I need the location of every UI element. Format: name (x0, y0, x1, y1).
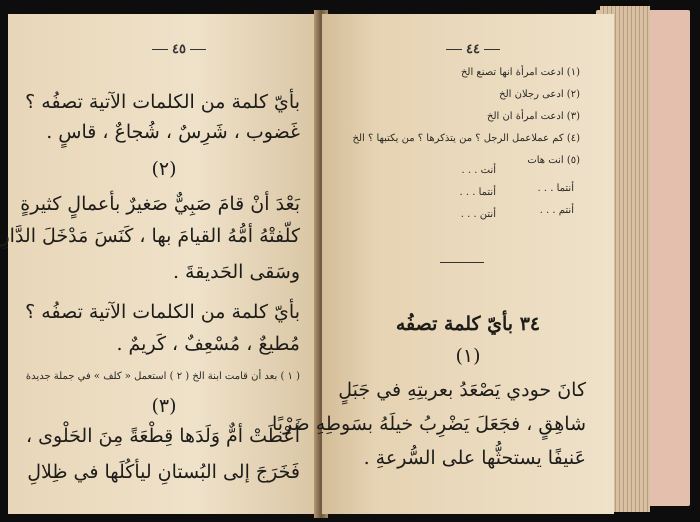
left-footnote: ( ١ ) بعد أن قامت ابنة الخ ( ٢ ) استعمل « كلف » في جملة جديدة (25, 371, 300, 382)
table-cell-r3c1: أنتن . . . (460, 209, 496, 220)
left-line-7: مُطيعٌ ، مُسْعِفٌ ، كَريمٌ . (116, 333, 300, 355)
exercise-3: (٣) ادعت امرأة ان الخ (487, 111, 580, 122)
left-page-number: ٤٥ (148, 42, 210, 57)
left-line-8: أعْطَتْ أمٌّ وَلَدَها قِطْعَةً مِنَ الحَلْوى ، (26, 425, 300, 447)
left-line-1: بأيّ كلمة من الكلمات الآتية تصفُه ؟ (25, 91, 300, 113)
right-section-1: (١) (455, 345, 481, 367)
lesson-title: ٣٤ بأيّ كلمة تصفُه (395, 313, 541, 335)
table-cell-r2c2: أنتم . . . (539, 205, 574, 216)
table-cell-r1c2: أنتما . . . (537, 183, 574, 194)
left-page (0, 14, 320, 514)
right-page-number: ٤٤ (442, 42, 504, 57)
section-divider (440, 262, 484, 263)
exercise-5: (٥) انت هات (527, 155, 580, 166)
left-section-3: (٣) (151, 395, 177, 417)
exercise-1: (١) ادعت امرأة انها تصنع الخ (460, 67, 580, 78)
table-cell-r1c1: أنت . . . (461, 165, 496, 176)
exercise-2: (٢) ادعى رجلان الخ (499, 89, 580, 100)
left-line-2: غَضوب ، شَرِسٌ ، شُجاعٌ ، قاسٍ . (46, 121, 300, 143)
table-cell-r2c1: أنتما . . . (459, 187, 496, 198)
left-line-4: كلّفتْهُ أمُّهُ القيامَ بها ، كَنَسَ مَدْخَلَ الدَّارِ (0, 225, 300, 247)
right-line-3: عَنيفًا يستحثُّها على السُّرعةِ . (363, 447, 586, 469)
right-line-2: شاهِقٍ ، فجَعَلَ يَضْرِبُ خيلَهُ بسَوطِهِ ضَرْبًا (272, 413, 586, 435)
left-line-6: بأيّ كلمة من الكلمات الآتية تصفُه ؟ (25, 301, 300, 323)
left-line-9: فَخَرَجَ إلى البُستانِ ليأكُلَها في ظِلالِ (27, 461, 300, 483)
right-page (272, 14, 614, 514)
right-line-1: كانَ حودي يَصْعَدُ بعربتِهِ في جَبَلٍ (338, 379, 586, 401)
left-line-3: بَعْدَ أنْ قامَ صَبِيٌّ صَغيرٌ بأعمالٍ كثيرةٍ (20, 193, 300, 215)
left-section-2: (٢) (151, 158, 177, 180)
exercise-4: (٤) كم عملاعمل الرجل ؟ من يتذكرها ؟ من يكتبها ؟ الخ (352, 133, 580, 144)
left-line-5: وسَقى الحَديقةَ . (172, 261, 300, 283)
